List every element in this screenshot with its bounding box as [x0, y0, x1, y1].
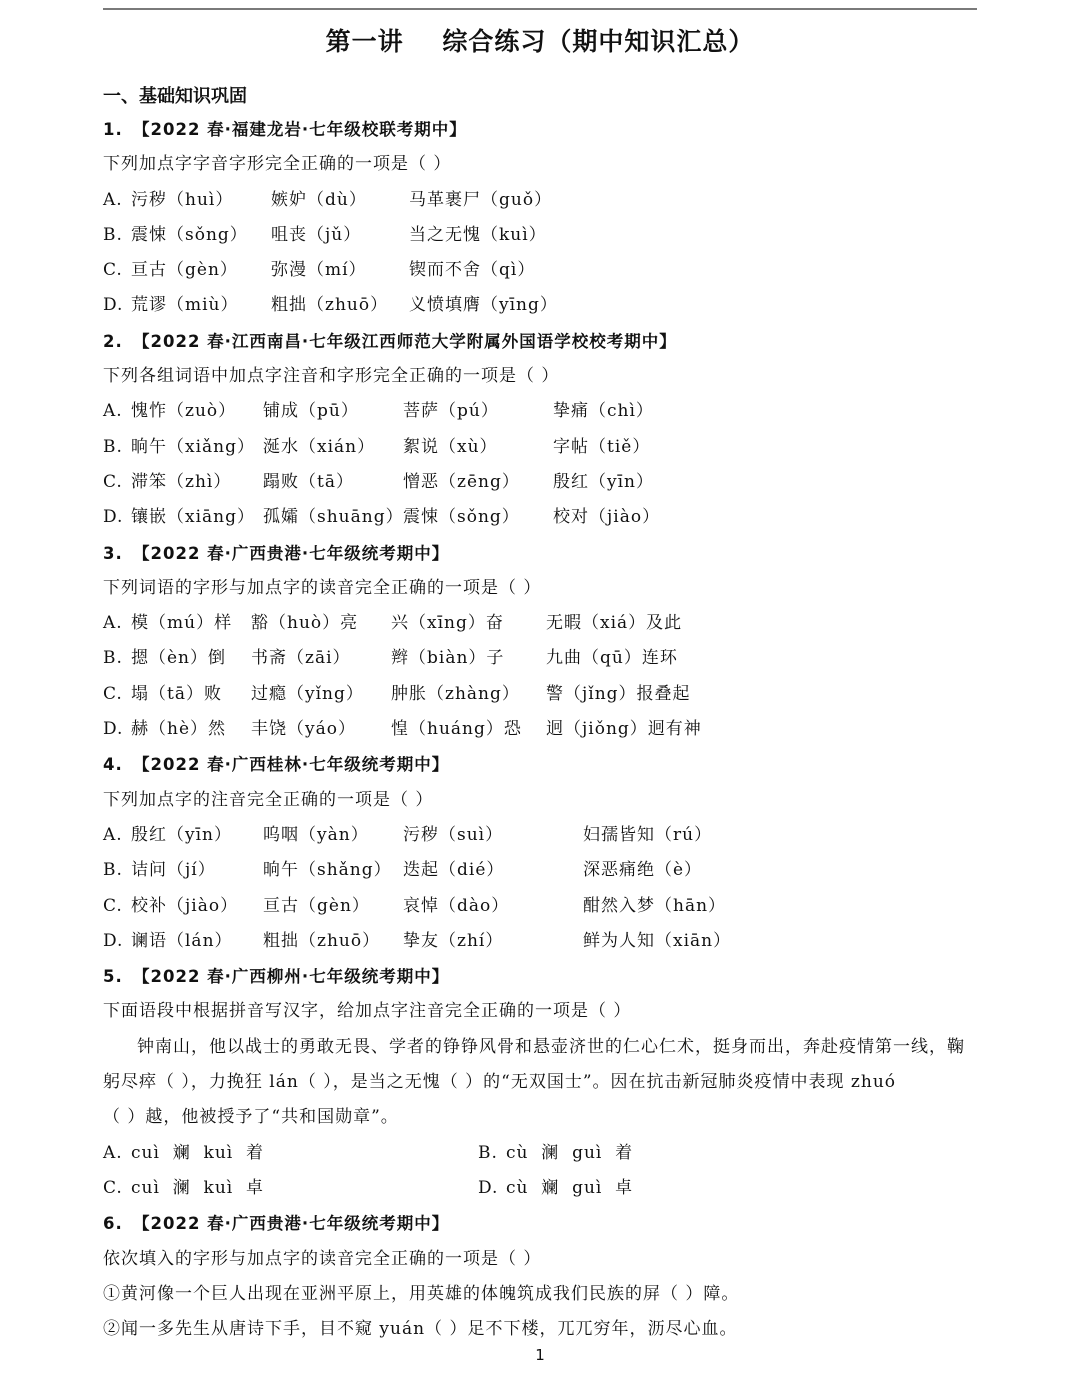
- option-item: 赫（hè）然: [131, 719, 227, 740]
- option-item: 粗拙（zhuō）: [263, 930, 381, 951]
- option-item: 校对（jiào）: [553, 507, 661, 528]
- top-rule: [103, 8, 977, 10]
- option-item: 九曲（qū）连环: [546, 648, 678, 669]
- option-item: 污秽（suì）: [403, 824, 504, 845]
- option-text: cù 斓 guì 卓: [506, 1177, 634, 1198]
- question-2-option-b: [103, 430, 983, 465]
- option-letter: C.: [103, 260, 123, 281]
- question-number: 2.: [103, 331, 123, 351]
- option-item: 殷红（yīn）: [131, 824, 232, 845]
- question-3-option-d: [103, 712, 983, 747]
- option-item: 摁（èn）倒: [131, 648, 227, 669]
- question-5-option-a: [103, 1136, 478, 1171]
- option-item: 塌（tā）败: [131, 683, 222, 704]
- option-item: 晌午（shǎng）: [263, 860, 392, 881]
- option-item: 挚痛（chì）: [553, 401, 654, 422]
- question-2-stem: 下列各组词语中加点字注音和字形完全正确的一项是（ ）: [103, 366, 560, 387]
- option-item: 深恶痛绝（è）: [583, 860, 703, 881]
- option-letter: A.: [103, 613, 123, 634]
- option-item: 粗拙（zhuō）: [271, 295, 389, 316]
- question-4-option-c: [103, 889, 983, 924]
- option-letter: C.: [103, 1177, 123, 1198]
- question-3-option-a: [103, 606, 983, 641]
- option-letter: C.: [103, 683, 123, 704]
- option-item: 荒谬（miù）: [131, 295, 239, 316]
- option-item: 妇孺皆知（rú）: [583, 824, 713, 845]
- option-item: 憎恶（zēng）: [403, 471, 520, 492]
- option-item: 铺成（pū）: [263, 401, 359, 422]
- option-item: 豁（huò）亮: [251, 613, 359, 634]
- option-letter: B.: [478, 1142, 498, 1163]
- option-item: 滞笨（zhì）: [131, 471, 232, 492]
- question-2-option-a: [103, 394, 983, 429]
- option-item: 无暇（xiá）及此: [546, 613, 683, 634]
- question-2-header: [103, 324, 983, 359]
- document-body: [103, 82, 983, 1347]
- option-letter: C.: [103, 471, 123, 492]
- option-item: 字帖（tiě）: [553, 436, 651, 457]
- question-5-header: [103, 959, 983, 994]
- question-1-option-c: [103, 253, 983, 288]
- option-letter: D.: [103, 295, 124, 316]
- option-text: cuì 澜 kuì 卓: [131, 1177, 265, 1198]
- question-1-option-a: [103, 183, 983, 218]
- option-letter: C.: [103, 895, 123, 916]
- passage-line: 躬尽瘁（ ），力挽狂 lán（ ），是当之无愧（ ）的“无双国士”。因在抗击新冠肺炎疫情中表现 zhuó: [103, 1072, 897, 1093]
- option-item: 咀丧（jǔ）: [271, 224, 362, 245]
- option-item: 惶（huáng）恐: [391, 719, 522, 740]
- question-number: 1.: [103, 120, 123, 139]
- option-letter: A.: [103, 1142, 123, 1163]
- question-6-header: [103, 1206, 983, 1241]
- option-letter: D.: [103, 719, 124, 740]
- question-number: 5.: [103, 967, 123, 987]
- question-5-stem: 下面语段中根据拼音写汉字，给加点字注音完全正确的一项是（ ）: [103, 1001, 632, 1022]
- question-1-stem: 下列加点字字音字形完全正确的一项是（ ）: [103, 154, 452, 175]
- option-item: 马革裹尸（guǒ）: [409, 189, 553, 210]
- question-source: 【2022 春·广西贵港·七年级统考期中】: [133, 543, 450, 563]
- question-number: 3.: [103, 543, 123, 563]
- option-letter: B.: [103, 860, 123, 881]
- question-number: 4.: [103, 755, 123, 775]
- option-item: 校补（jiào）: [131, 895, 239, 916]
- option-item: 模（mú）样: [131, 613, 233, 634]
- option-item: 愧怍（zuò）: [131, 401, 237, 422]
- option-item: 肿胀（zhàng）: [391, 683, 520, 704]
- option-text: cuì 斓 kuì 着: [131, 1142, 265, 1163]
- option-letter: D.: [103, 930, 124, 951]
- option-item: 呜咽（yàn）: [263, 824, 369, 845]
- passage-line: （ ）越，他被授予了“共和国勋章”。: [103, 1107, 399, 1128]
- question-1-option-b: [103, 218, 983, 253]
- question-source: 【2022 春·福建龙岩·七年级校联考期中】: [133, 120, 467, 139]
- option-item: 殷红（yīn）: [553, 471, 654, 492]
- option-item: 哀悼（dào）: [403, 895, 510, 916]
- option-item: 辫（biàn）子: [391, 648, 505, 669]
- option-item: 蹋败（tā）: [263, 471, 354, 492]
- question-4-header: [103, 747, 983, 782]
- question-5-option-b: [478, 1136, 853, 1171]
- question-3-header: [103, 536, 983, 571]
- question-4-option-a: [103, 818, 983, 853]
- option-letter: A.: [103, 824, 123, 845]
- question-4-stem: 下列加点字的注音完全正确的一项是（ ）: [103, 789, 434, 810]
- option-item: 鲜为人知（xiān）: [583, 930, 732, 951]
- question-5-option-c: [103, 1171, 478, 1206]
- option-letter: A.: [103, 189, 123, 210]
- question-2-option-d: [103, 500, 983, 535]
- option-item: 震悚（sǒng）: [403, 507, 520, 528]
- question-6-line-1: ①黄河像一个巨人出现在亚洲平原上，用英雄的体魄筑成我们民族的屏（ ）障。: [103, 1283, 740, 1304]
- question-source: 【2022 春·广西贵港·七年级统考期中】: [133, 1214, 450, 1234]
- option-item: 谰语（lán）: [131, 930, 233, 951]
- option-item: 过瘾（yǐng）: [251, 683, 364, 704]
- question-1-option-d: [103, 288, 983, 323]
- option-item: 诘问（jí）: [131, 860, 216, 881]
- option-item: 挚友（zhí）: [403, 930, 504, 951]
- option-item: 锲而不舍（qì）: [409, 260, 536, 281]
- option-item: 嫉妒（dù）: [271, 189, 367, 210]
- question-6-stem: 依次填入的字形与加点字的读音完全正确的一项是（ ）: [103, 1248, 542, 1269]
- option-item: 亘古（gèn）: [131, 260, 238, 281]
- question-source: 【2022 春·广西柳州·七年级统考期中】: [133, 967, 450, 987]
- option-text: cù 澜 guì 着: [506, 1142, 634, 1163]
- question-5-option-d: [478, 1171, 853, 1206]
- option-item: 菩萨（pú）: [403, 401, 499, 422]
- question-5-options-ab: [103, 1136, 983, 1171]
- option-item: 涎水（xián）: [263, 436, 376, 457]
- question-3-option-c: [103, 677, 983, 712]
- question-2-option-c: [103, 465, 983, 500]
- option-item: 污秽（huì）: [131, 189, 234, 210]
- question-5-options-cd: [103, 1171, 983, 1206]
- option-item: 迭起（dié）: [403, 860, 505, 881]
- question-source: 【2022 春·江西南昌·七年级江西师范大学附属外国语学校校考期中】: [133, 331, 677, 351]
- option-letter: B.: [103, 224, 123, 245]
- option-item: 镶嵌（xiāng）: [131, 507, 255, 528]
- option-item: 迥（jiǒng）迥有神: [546, 719, 702, 740]
- option-item: 丰饶（yáo）: [251, 719, 356, 740]
- option-letter: B.: [103, 648, 123, 669]
- option-item: 酣然入梦（hān）: [583, 895, 727, 916]
- option-letter: B.: [103, 436, 123, 457]
- question-6-line-2: ②闻一多先生从唐诗下手，目不窥 yuán（ ）足不下楼，兀兀穷年，沥尽心血。: [103, 1319, 738, 1340]
- question-3-option-b: [103, 641, 983, 676]
- question-3-stem: 下列词语的字形与加点字的读音完全正确的一项是（ ）: [103, 577, 542, 598]
- option-item: 震悚（sǒng）: [131, 224, 248, 245]
- question-source: 【2022 春·广西桂林·七年级统考期中】: [133, 755, 450, 775]
- question-number: 6.: [103, 1214, 123, 1234]
- option-item: 书斋（zāi）: [251, 648, 351, 669]
- question-4-option-d: [103, 924, 983, 959]
- option-item: 晌午（xiǎng）: [131, 436, 255, 457]
- option-item: 义愤填膺（yīng）: [409, 295, 558, 316]
- option-letter: A.: [103, 401, 123, 422]
- section-heading: 一、基础知识巩固: [103, 86, 247, 107]
- option-letter: D.: [103, 507, 124, 528]
- page-number: 1: [535, 1346, 545, 1364]
- question-1-header: [103, 112, 983, 147]
- option-item: 警（jǐng）报叠起: [546, 683, 691, 704]
- option-item: 当之无愧（kuì）: [409, 224, 547, 245]
- option-item: 孤孀（shuāng）: [263, 507, 404, 528]
- option-item: 亘古（gèn）: [263, 895, 370, 916]
- question-4-option-b: [103, 853, 983, 888]
- option-item: 絮说（xù）: [403, 436, 498, 457]
- option-letter: D.: [478, 1177, 499, 1198]
- page-title: 第一讲 综合练习（期中知识汇总）: [325, 27, 755, 56]
- option-item: 兴（xīng）奋: [391, 613, 504, 634]
- option-item: 弥漫（mí）: [271, 260, 367, 281]
- passage-line: 钟南山，他以战士的勇敢无畏、学者的铮铮风骨和悬壶济世的仁心仁术，挺身而出，奔赴疫情第一线，鞠: [137, 1036, 965, 1057]
